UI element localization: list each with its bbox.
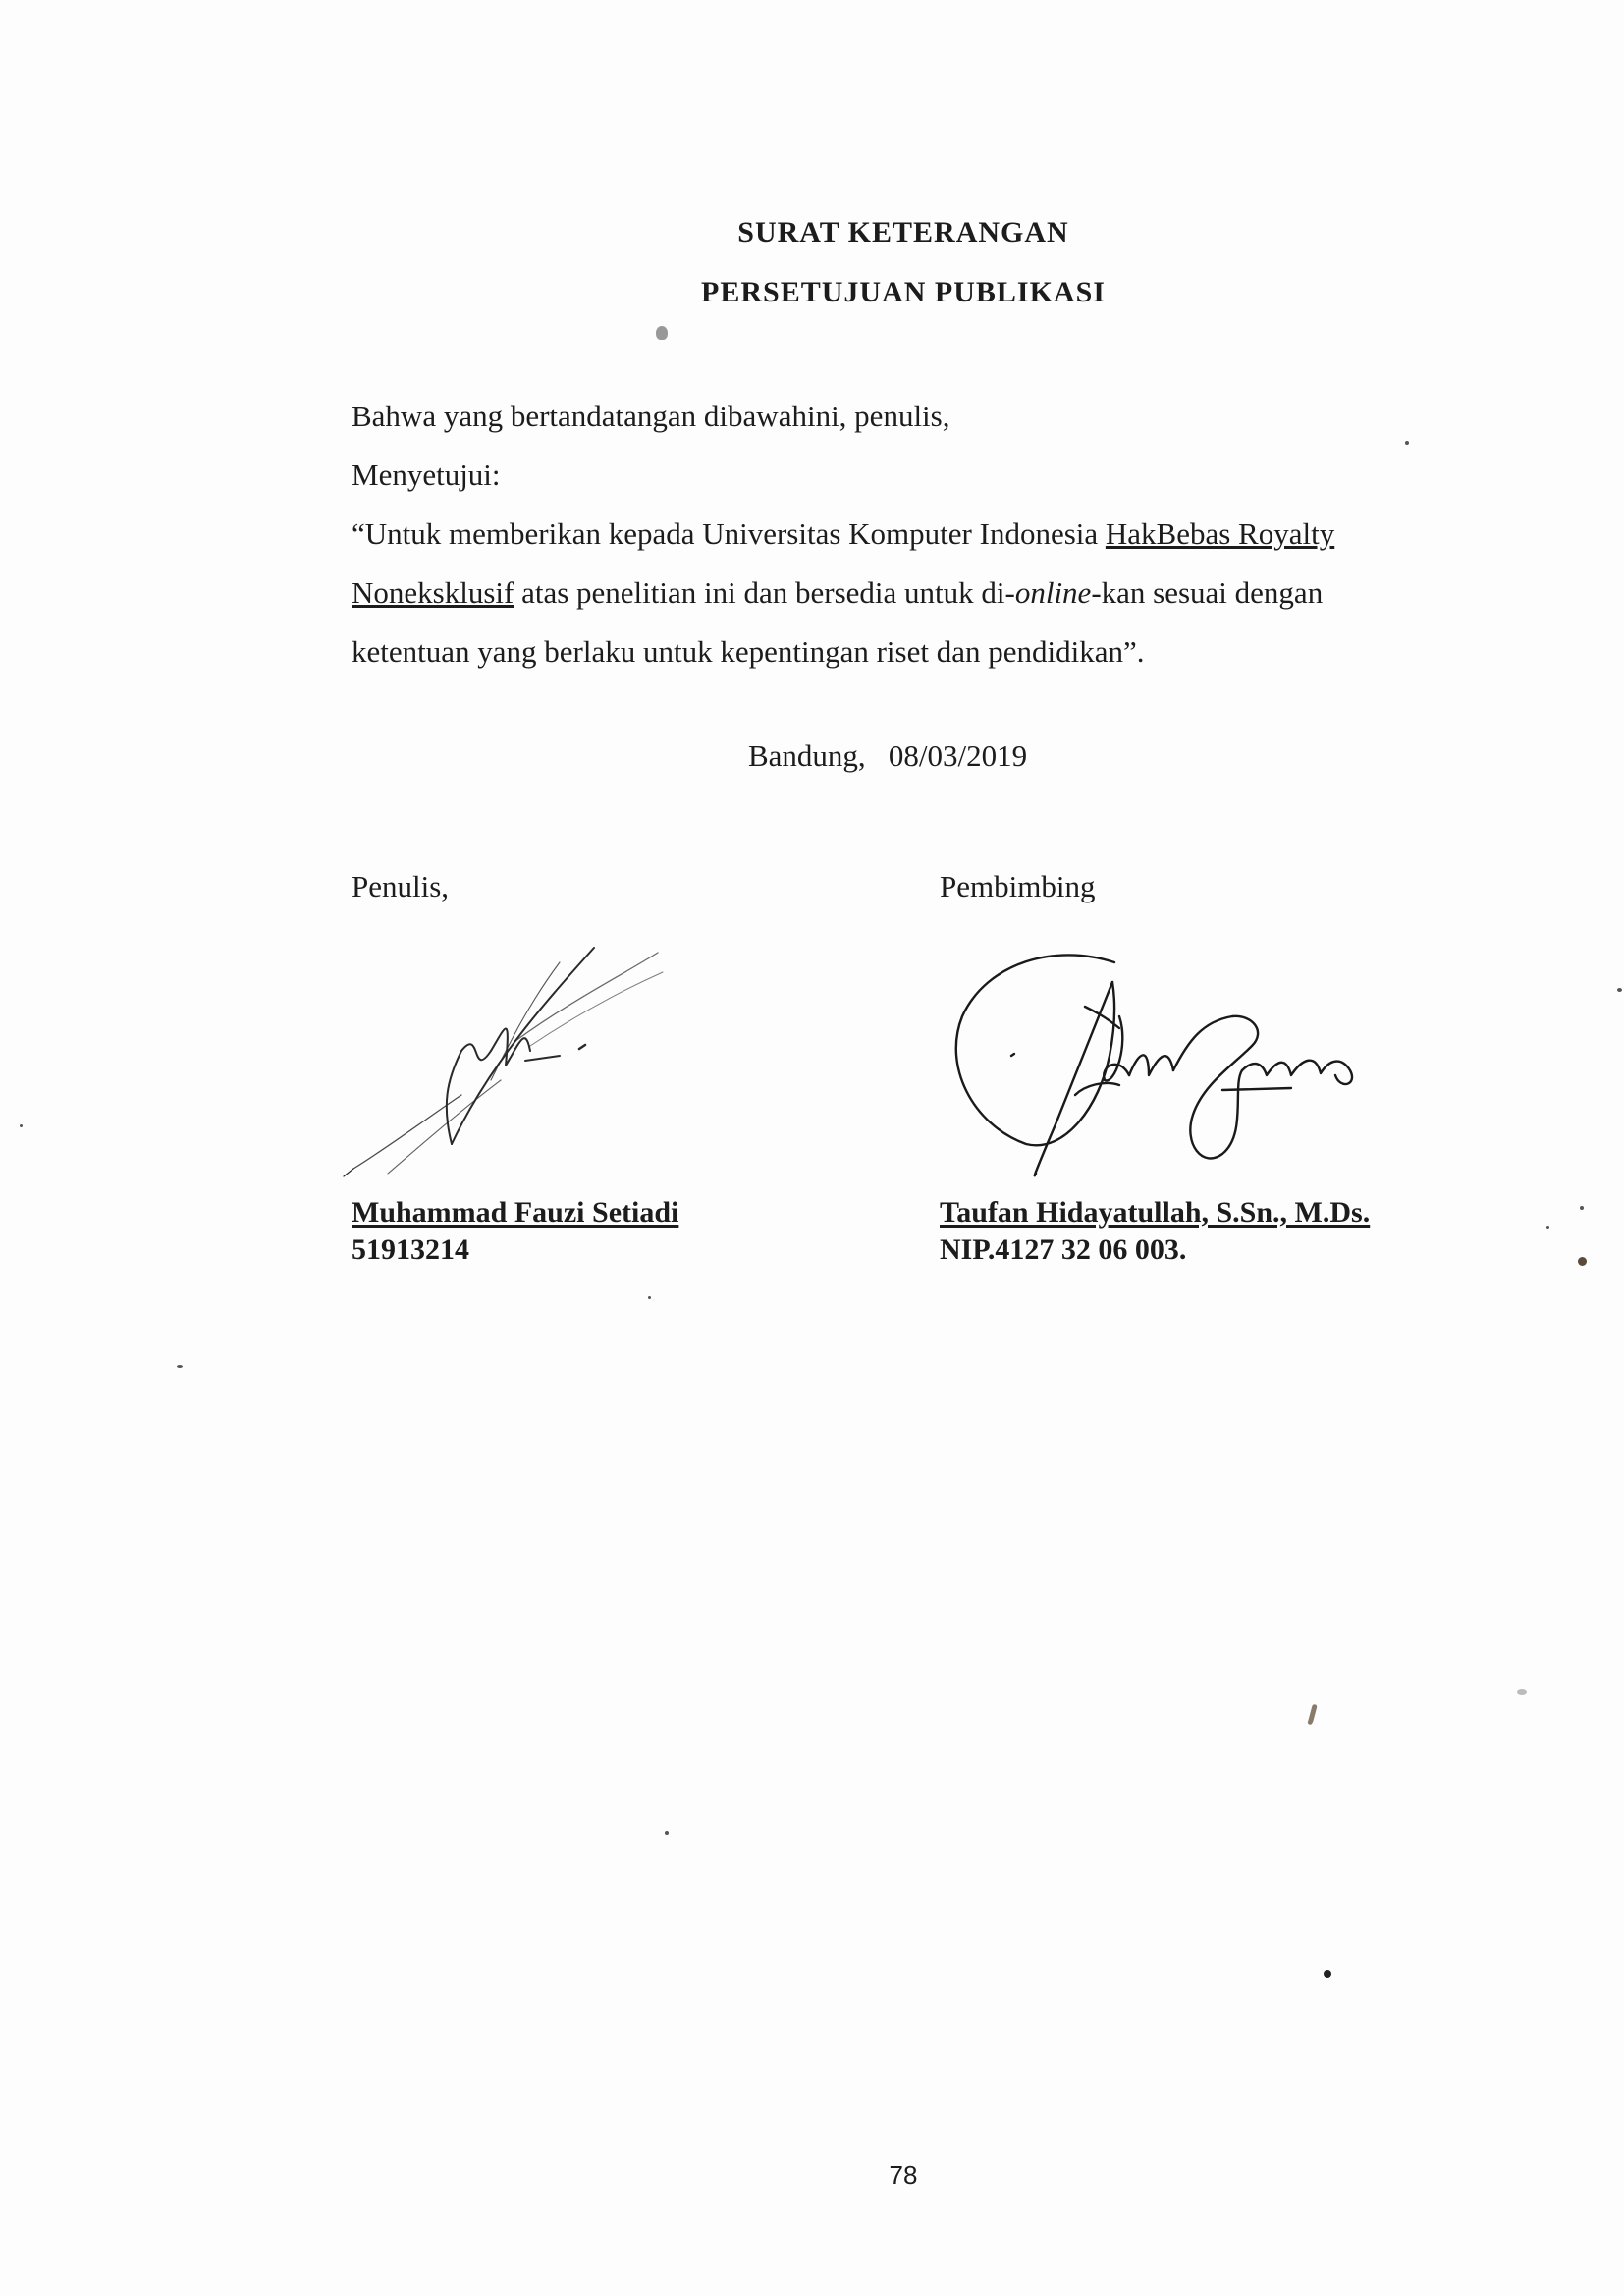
scan-speck bbox=[1307, 1704, 1318, 1726]
scan-speck bbox=[1617, 988, 1622, 992]
statement-line bbox=[352, 505, 1441, 564]
scan-speck bbox=[177, 1365, 183, 1368]
place-date: Bandung, 08/03/2019 bbox=[748, 738, 1028, 773]
advisor-signature bbox=[938, 938, 1399, 1193]
statement-line: Bahwa yang bertandatangan dibawahini, penulis, bbox=[352, 399, 950, 433]
scan-speck bbox=[20, 1124, 23, 1127]
statement-line bbox=[352, 564, 1441, 623]
scan-speck bbox=[665, 1831, 669, 1835]
statement-text: atas penelitian ini dan bersedia untuk di- bbox=[514, 575, 1015, 610]
statement-line: Menyetujui: bbox=[352, 458, 501, 492]
scan-speck bbox=[1324, 1970, 1331, 1978]
rights-term: HakBebas Royalty bbox=[1105, 517, 1335, 551]
scan-speck bbox=[1578, 1257, 1587, 1266]
statement-text: -kan sesuai dengan bbox=[1091, 575, 1324, 610]
statement-line: ketentuan yang berlaku untuk kepentingan riset dan pendidikan”. bbox=[352, 634, 1145, 669]
author-name bbox=[352, 1196, 678, 1230]
scan-speck bbox=[1517, 1689, 1527, 1695]
scan-speck bbox=[1405, 441, 1409, 445]
document-title: SURAT KETERANGAN bbox=[737, 216, 1069, 248]
statement-paragraph bbox=[352, 387, 1441, 682]
advisor-name-text: Taufan Hidayatullah, S.Sn., M.Ds. bbox=[940, 1196, 1371, 1229]
italic-term: online bbox=[1014, 575, 1092, 610]
page-number: 78 bbox=[889, 2160, 918, 2190]
advisor-nip: NIP.4127 32 06 003. bbox=[940, 1233, 1187, 1266]
scan-speck bbox=[1546, 1226, 1549, 1229]
advisor-name bbox=[940, 1196, 1370, 1230]
advisor-label: Pembimbing bbox=[940, 869, 1096, 903]
scan-speck bbox=[648, 1296, 651, 1299]
statement-text: “Untuk memberikan kepada Universitas Komputer Indonesia bbox=[352, 517, 1106, 551]
author-name-text: Muhammad Fauzi Setiadi bbox=[352, 1196, 679, 1229]
rights-term: Noneksklusif bbox=[352, 575, 514, 610]
scan-speck bbox=[1580, 1206, 1584, 1210]
scan-speck bbox=[656, 326, 668, 340]
document-subtitle: PERSETUJUAN PUBLIKASI bbox=[701, 276, 1106, 308]
author-signature bbox=[334, 933, 668, 1188]
author-label: Penulis, bbox=[352, 869, 450, 903]
author-student-id: 51913214 bbox=[352, 1233, 469, 1266]
